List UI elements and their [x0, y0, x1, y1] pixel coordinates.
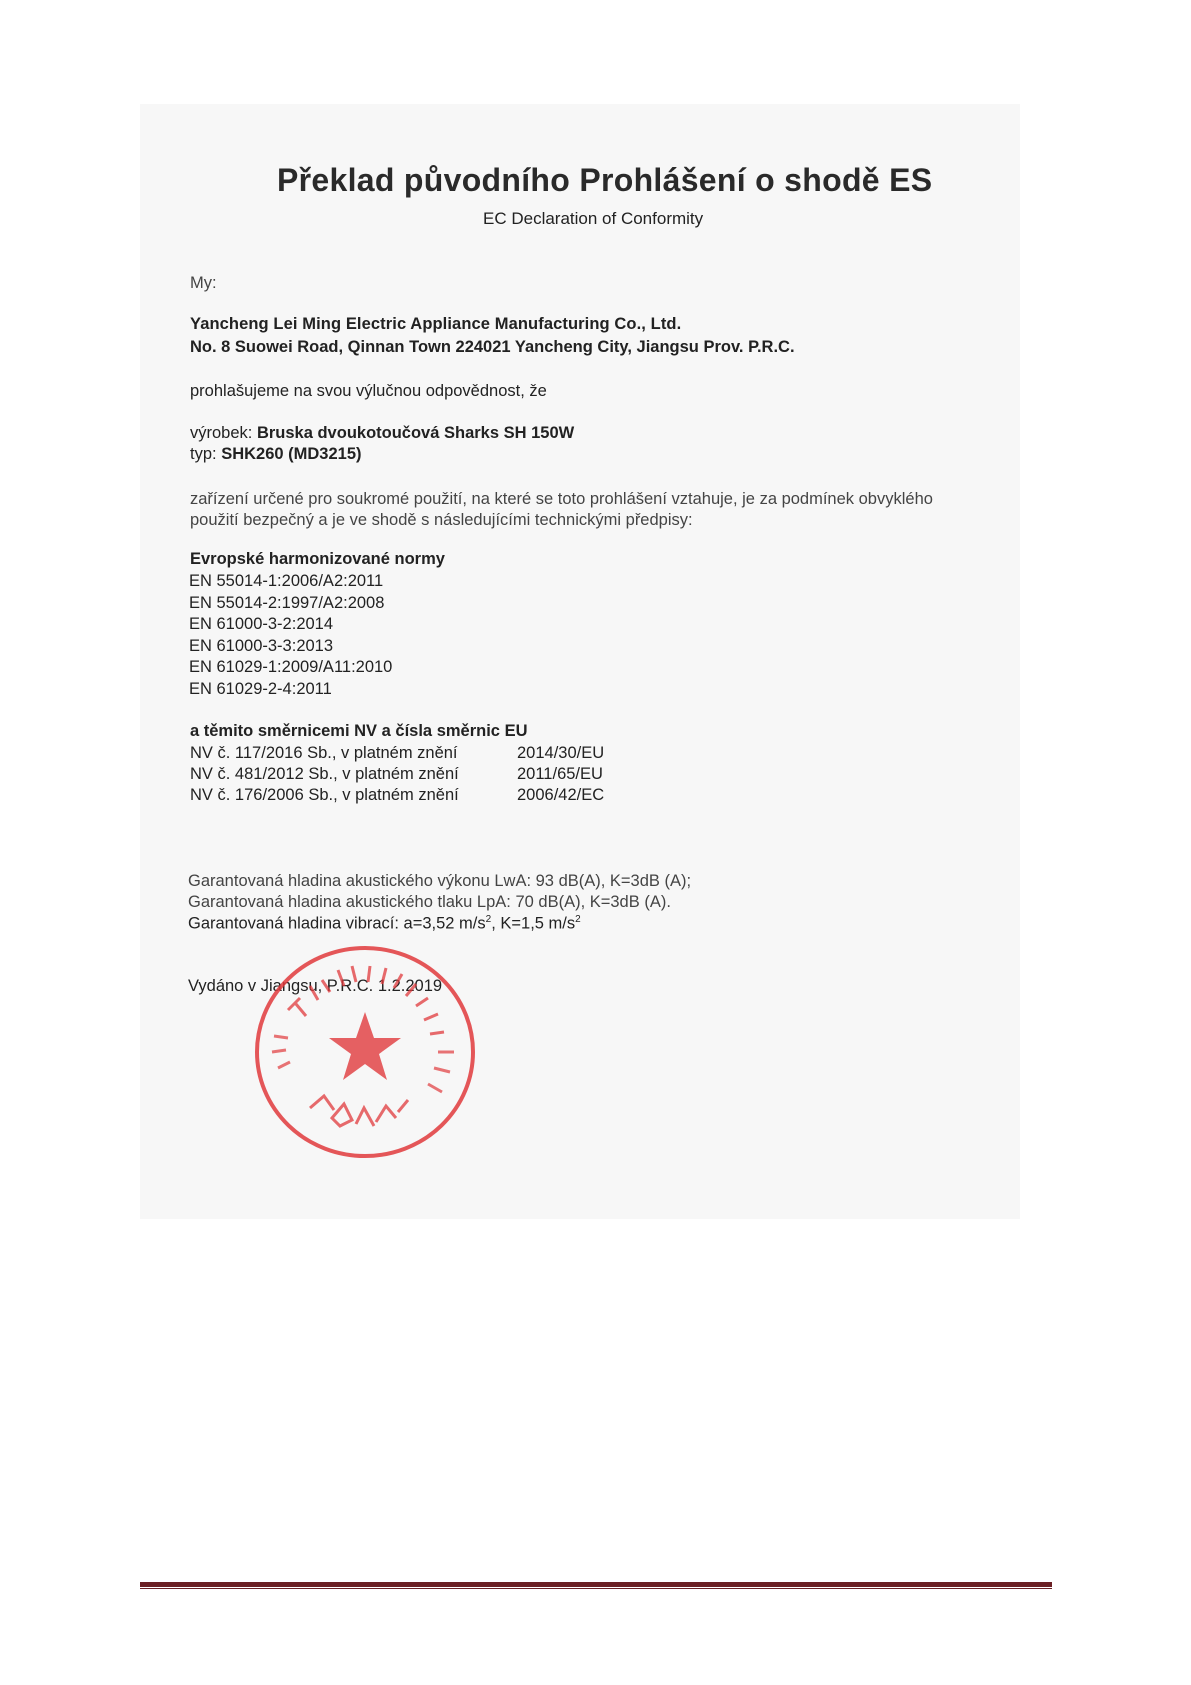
norm-item: EN 61000-3-3:2013	[189, 636, 334, 655]
product-line	[190, 424, 574, 443]
product-name: Bruska dvoukotoučová Sharks SH 150W	[256, 424, 575, 442]
footer-rule-thin	[140, 1588, 1052, 1589]
directives-heading: a těmito směrnicemi NV a čísla směrnic EU	[190, 722, 528, 740]
footer-rule	[140, 1582, 1052, 1587]
company-name: Yancheng Lei Ming Electric Appliance Manufacturing Co., Ltd.	[190, 315, 682, 333]
acoustic-pressure: Garantovaná hladina akustického tlaku LpA: 70 dB(A), K=3dB (A).	[188, 893, 671, 911]
statement-line-2: použití bezpečný a je ve shodě s následujícími technickými předpisy:	[190, 511, 693, 529]
product-label: výrobek:	[190, 424, 257, 442]
company-address: No. 8 Suowei Road, Qinnan Town 224021 Yancheng City, Jiangsu Prov. P.R.C.	[190, 338, 795, 356]
vibration-level: Garantovaná hladina vibrací: a=3,52 $m/s^2$, K=1,5 $m/s^2$	[188, 914, 581, 933]
norms-heading: Evropské harmonizované normy	[190, 550, 445, 568]
directive-nv: NV č. 481/2012 Sb., v platném znění	[190, 765, 459, 783]
issued-place-date: Vydáno v Jiangsu, P.R.C. 1.2.2019	[188, 977, 443, 995]
norm-item: EN 61000-3-2:2014	[189, 615, 334, 633]
statement-line-1: zařízení určené pro soukromé použití, na které se toto prohlášení vztahuje, je za podmínek obvyklého	[190, 490, 933, 508]
norms-list	[189, 571, 392, 700]
directive-eu: 2011/65/EU	[517, 765, 603, 783]
declarant-label: My:	[190, 274, 217, 292]
type-label: typ:	[190, 445, 222, 463]
directive-eu: 2006/42/EC	[517, 786, 605, 804]
document-subtitle: EC Declaration of Conformity	[483, 209, 704, 228]
document-title: Překlad původního Prohlášení o shodě ES	[277, 162, 933, 198]
type-line	[190, 445, 362, 464]
norm-item: EN 61029-2-4:2011	[189, 679, 332, 698]
type-value: SHK260 (MD3215)	[221, 445, 362, 463]
norm-item: EN 61029-1:2009/A11:2010	[189, 658, 393, 676]
directive-nv: NV č. 117/2016 Sb., v platném znění	[190, 744, 458, 762]
acoustic-power: Garantovaná hladina akustického výkonu LwA: 93 dB(A), K=3dB (A);	[188, 872, 692, 890]
norm-item: EN 55014-1:2006/A2:2011	[189, 572, 384, 590]
directive-nv: NV č. 176/2006 Sb., v platném znění	[190, 786, 459, 804]
company-stamp-icon	[248, 940, 484, 1165]
directive-eu: 2014/30/EU	[517, 744, 605, 762]
norm-item: EN 55014-2:1997/A2:2008	[189, 593, 385, 612]
responsibility-statement: prohlašujeme na svou výlučnou odpovědnost, že	[190, 382, 547, 400]
